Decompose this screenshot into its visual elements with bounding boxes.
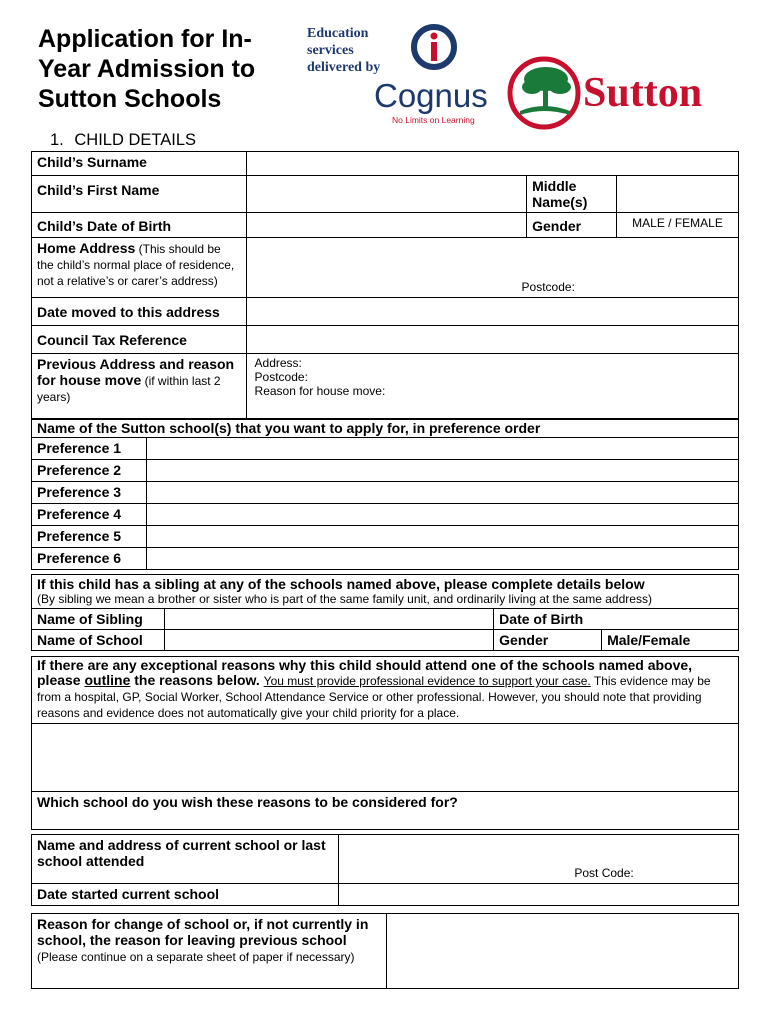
- exceptional-heading-2: the reasons below.: [130, 672, 260, 688]
- reason-change-title: Reason for change of school or, if not currently in school, the reason for leaving previous school: [37, 916, 369, 948]
- section-number: 1.: [50, 131, 64, 149]
- exceptional-note-underlined: You must provide professional evidence to support your case.: [263, 674, 591, 688]
- date-moved-label: Date moved to this address: [32, 298, 247, 326]
- sibling-heading-cell: [32, 575, 739, 609]
- section-heading: [50, 131, 196, 150]
- gender-label: Gender: [527, 213, 617, 238]
- sibling-name-field[interactable]: [164, 609, 493, 630]
- home-address-note: (This should be the child’s normal place of residence, not a relative’s or carer’s address): [37, 242, 235, 288]
- sutton-name: Sutton: [583, 70, 703, 116]
- dob-field[interactable]: [246, 213, 527, 238]
- dob-label: Child’s Date of Birth: [32, 213, 247, 238]
- cognus-logo: [372, 22, 502, 130]
- cognus-tagline: No Limits on Learning: [392, 115, 475, 125]
- date-started-label: Date started current school: [32, 884, 339, 906]
- date-started-field[interactable]: [339, 884, 739, 906]
- council-tax-label: Council Tax Reference: [32, 326, 247, 354]
- sibling-school-label: Name of School: [32, 630, 165, 651]
- current-school-label: Name and address of current school or last school attended: [32, 835, 339, 884]
- exceptional-heading-1: If there are any exceptional reasons why this child should attend one of the schools named above, please: [37, 657, 693, 688]
- preference-6-label: Preference 6: [32, 548, 147, 570]
- preference-2-field[interactable]: [146, 460, 738, 482]
- current-school-table: [31, 834, 739, 906]
- current-school-field[interactable]: [339, 835, 739, 884]
- prev-address-field[interactable]: [246, 354, 738, 420]
- which-school-label[interactable]: Which school do you wish these reasons to be considered for?: [32, 792, 739, 830]
- prev-address-label: [32, 354, 247, 420]
- prev-address-title: Previous Address and reason for house move: [37, 356, 235, 388]
- preferences-table: [31, 418, 739, 570]
- middle-names-field[interactable]: [617, 176, 739, 213]
- page-title: Application for In-Year Admission to Sutton Schools: [38, 25, 256, 113]
- reason-change-table: [31, 913, 739, 989]
- preference-1-field[interactable]: [146, 438, 738, 460]
- reason-change-label: [32, 914, 387, 989]
- prev-postcode-line: Postcode:: [254, 370, 308, 384]
- preference-2-label: Preference 2: [32, 460, 147, 482]
- prev-address-note: (if within last 2 years): [37, 374, 221, 404]
- sibling-gender-options[interactable]: Male/Female: [602, 630, 739, 651]
- sibling-name-label: Name of Sibling: [32, 609, 165, 630]
- council-tax-field[interactable]: [246, 326, 738, 354]
- preference-1-label: Preference 1: [32, 438, 147, 460]
- preference-4-label: Preference 4: [32, 504, 147, 526]
- gender-options[interactable]: MALE / FEMALE: [617, 213, 739, 238]
- home-address-title: Home Address: [37, 240, 136, 256]
- exceptional-note-rest: This evidence may be from a hospital, GP, Social Worker, School Attendance Service or other professional. However, you should note that providing reasons and evidence does not automatically give your child priority for a place.: [37, 674, 711, 720]
- sibling-dob-label: Date of Birth: [494, 609, 739, 630]
- sutton-logo: [506, 53, 736, 133]
- cognus-name: Cognus: [374, 77, 488, 114]
- sibling-gender-label: Gender: [494, 630, 602, 651]
- home-postcode-label: Postcode:: [521, 280, 575, 294]
- preference-3-field[interactable]: [146, 482, 738, 504]
- sibling-table: [31, 574, 739, 651]
- middle-names-label: Middle Name(s): [527, 176, 617, 213]
- prev-address-line: Address:: [254, 356, 302, 370]
- home-address-field[interactable]: [246, 238, 738, 298]
- exceptional-heading-cell: [32, 657, 739, 724]
- exceptional-reasons-field[interactable]: [32, 724, 739, 792]
- current-school-postcode: Post Code:: [574, 866, 634, 880]
- preferences-heading: Name of the Sutton school(s) that you want to apply for, in preference order: [32, 419, 739, 438]
- home-address-label: [32, 238, 247, 298]
- sibling-school-field[interactable]: [164, 630, 493, 651]
- exceptional-heading-outline: outline: [84, 672, 131, 688]
- surname-label: Child’s Surname: [32, 152, 247, 176]
- sibling-heading: If this child has a sibling at any of the schools named above, please complete details below: [37, 576, 645, 592]
- reason-change-field[interactable]: [386, 914, 738, 989]
- exceptional-table: [31, 656, 739, 830]
- prev-reason-line: Reason for house move:: [254, 384, 386, 398]
- date-moved-field[interactable]: [246, 298, 738, 326]
- preference-6-field[interactable]: [146, 548, 738, 570]
- reason-change-note: (Please continue on a separate sheet of paper if necessary): [37, 950, 355, 964]
- sibling-note: (By sibling we mean a brother or sister who is part of the same family unit, and ordinarily living at the same address): [37, 592, 652, 606]
- first-name-field[interactable]: [246, 176, 527, 213]
- section-title: CHILD DETAILS: [74, 131, 196, 149]
- first-name-label: Child’s First Name: [32, 176, 247, 213]
- preference-5-field[interactable]: [146, 526, 738, 548]
- child-details-table: [31, 151, 739, 420]
- preference-3-label: Preference 3: [32, 482, 147, 504]
- surname-field[interactable]: [246, 152, 738, 176]
- preference-5-label: Preference 5: [32, 526, 147, 548]
- education-services-text: Education services delivered by: [307, 26, 381, 75]
- preference-4-field[interactable]: [146, 504, 738, 526]
